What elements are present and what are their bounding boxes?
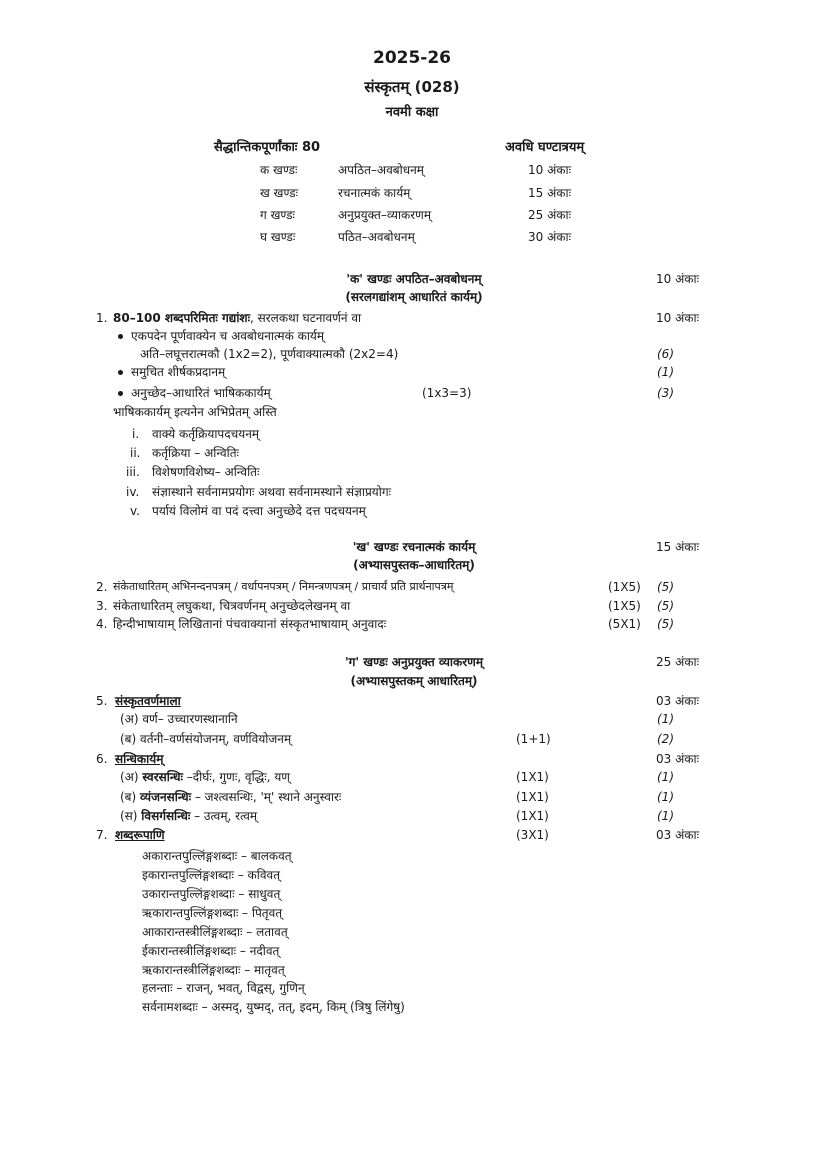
total-marks-label: सैद्धान्तिकपूर्णांकाः 80 xyxy=(214,140,321,155)
section-ga-subheading: (अभ्यासपुस्तकम् आधारितम्) xyxy=(350,674,478,688)
section-kha-marks: 15 अंकाः xyxy=(656,540,700,554)
shabdarupa-line: आकारान्तस्त्रीलिंङ्गशब्दाः – लतावत् xyxy=(142,925,288,939)
roman-item: पर्यायं विलोमं वा पदं दत्त्वा अनुच्छेदे दत्त पदचयनम् xyxy=(152,504,366,518)
q3-text: संकेताधारितम् लघुकथा, चित्रवर्णनम् अनुच्छेदलेखनम् वा xyxy=(113,599,351,613)
q6-part-c-term: विसर्गसन्धिः xyxy=(141,809,191,823)
summary-title: अनुप्रयुक्त–व्याकरणम् xyxy=(338,208,432,222)
shabdarupa-line: हलन्ताः – राजन्, भवत्, विद्वस्, गुणिन् xyxy=(142,981,305,995)
shabdarupa-line: ईकारान्तस्त्रीलिंङ्गशब्दाः – नदीवत् xyxy=(142,944,280,958)
summary-marks: 30 अंकाः xyxy=(528,230,572,244)
q5-part-a: (अ) वर्ण– उच्चारणस्थानानि xyxy=(120,712,238,726)
section-ga-heading: 'ग' खण्डः अनुप्रयुक्त व्याकरणम् xyxy=(344,655,484,669)
q2-text: संकेताधारितम् अभिनन्दनपत्रम् / वर्धापनपत्रम् / निमन्त्रणपत्रम् / प्राचार्यं प्रति प्रार्थनापत्रम् xyxy=(113,580,454,593)
summary-section: क खण्डः xyxy=(260,163,298,177)
roman-item: वाक्ये कर्तृक्रियापदचयनम् xyxy=(152,427,260,441)
q6-part-a-label: (अ) xyxy=(120,770,143,784)
q6-marks: 03 अंकाः xyxy=(656,752,700,766)
q7-number: 7. xyxy=(96,828,108,842)
summary-title: अपठित–अवबोधनम् xyxy=(338,163,424,177)
q1-text xyxy=(113,310,361,326)
q6-number: 6. xyxy=(96,752,108,766)
q6-part-a-term: स्वरसन्धिः xyxy=(142,770,183,784)
bullet-dot xyxy=(118,370,123,375)
q2-calc: (1X5) xyxy=(608,580,641,594)
bullet2-marks: (1) xyxy=(657,365,674,379)
roman-item: विशेषणविशेष्य– अन्वितिः xyxy=(152,465,260,479)
q6-part-b-calc: (1X1) xyxy=(516,790,549,804)
q6-part-c xyxy=(120,808,257,824)
language-task-intro: भाषिककार्यम् इत्यनेन अभिप्रेतम् अस्ति xyxy=(113,405,277,419)
shabdarupa-line: इकारान्तपुल्लिंङ्गशब्दाः – कविवत् xyxy=(142,868,281,882)
shabdarupa-line: अकारान्तपुल्लिंङ्गशब्दाः – बालकवत् xyxy=(142,849,292,863)
q7-marks: 03 अंकाः xyxy=(656,828,700,842)
q6-part-b-label: (ब) xyxy=(120,790,141,804)
summary-section: घ खण्डः xyxy=(260,230,296,244)
q5-part-a-marks: (1) xyxy=(657,712,674,726)
section-kha-heading: 'ख' खण्डः रचनात्मकं कार्यम् xyxy=(352,540,476,554)
q6-part-a xyxy=(120,769,290,785)
subject-title: संस्कृतम् (028) xyxy=(364,78,460,96)
q1-text-rest: , सरलकथा घटनावर्णनं वा xyxy=(250,311,362,325)
q5-part-b-marks: (2) xyxy=(657,732,674,746)
q4-number: 4. xyxy=(96,617,108,631)
q6-part-a-marks: (1) xyxy=(657,770,674,784)
bullet1-subtext: अति–लघूत्तरात्मकौ (1x2=2), पूर्णवाक्यात्मकौ (2x2=4) xyxy=(140,347,399,361)
q2-number: 2. xyxy=(96,580,108,594)
bullet-dot xyxy=(118,391,123,396)
q6-title: सन्धिकार्यम् xyxy=(115,752,164,766)
q1-text-bold: 80–100 शब्दपरिमितः गद्यांशः xyxy=(113,311,251,325)
roman-item: संज्ञास्थाने सर्वनामप्रयोगः अथवा सर्वनामस्थाने संज्ञाप्रयोगः xyxy=(152,485,392,499)
q3-marks: (5) xyxy=(657,599,674,613)
q4-marks: (5) xyxy=(657,617,674,631)
roman-numeral: iv. xyxy=(126,485,140,499)
q5-number: 5. xyxy=(96,694,108,708)
bullet3-marks: (3) xyxy=(657,386,674,400)
q5-part-b: (ब) वर्तनी–वर्णसंयोजनम्, वर्णवियोजनम् xyxy=(120,732,292,746)
bullet1-marks: (6) xyxy=(657,347,674,361)
summary-marks: 15 अंकाः xyxy=(528,186,572,200)
bullet2-text: समुचित शीर्षकप्रदानम् xyxy=(131,365,226,379)
roman-numeral: i. xyxy=(132,427,140,441)
shabdarupa-line: ऋकारान्तपुल्लिंङ्गशब्दाः – पितृवत् xyxy=(142,906,283,920)
q4-calc: (5X1) xyxy=(608,617,641,631)
q1-number: 1. xyxy=(96,311,108,325)
summary-title: पठित–अवबोधनम् xyxy=(338,230,415,244)
bullet-dot xyxy=(118,334,123,339)
bullet1-text: एकपदेन पूर्णवाक्येन च अवबोधनात्मकं कार्यम् xyxy=(131,329,325,343)
section-ga-marks: 25 अंकाः xyxy=(656,655,700,669)
q6-part-b-rest: – जश्त्वसन्धिः, 'म्' स्थाने अनुस्वारः xyxy=(191,790,342,804)
summary-section: ग खण्डः xyxy=(260,208,295,222)
section-kha-subheading: (अभ्यासपुस्तक–आधारितम्) xyxy=(353,558,475,572)
q6-part-c-label: (स) xyxy=(120,809,142,823)
roman-numeral: ii. xyxy=(130,446,141,460)
q5-marks: 03 अंकाः xyxy=(656,694,700,708)
bullet3-calc: (1x3=3) xyxy=(422,386,472,400)
q3-calc: (1X5) xyxy=(608,599,641,613)
roman-numeral: iii. xyxy=(126,465,140,479)
q6-part-c-calc: (1X1) xyxy=(516,809,549,823)
duration-label: अवधि घण्टात्रयम् xyxy=(505,140,585,155)
summary-marks: 10 अंकाः xyxy=(528,163,572,177)
q6-part-a-calc: (1X1) xyxy=(516,770,549,784)
section-ka-subheading: (सरलगद्यांशम् आधारितं कार्यम्) xyxy=(345,290,483,304)
shabdarupa-line: ऋकारान्तस्त्रीलिंङ्गशब्दाः – मातृवत् xyxy=(142,963,285,977)
summary-section: ख खण्डः xyxy=(260,186,298,200)
q6-part-b-term: व्यंजनसन्धिः xyxy=(140,790,192,804)
section-ka-heading: 'क' खण्डः अपठित–अवबोधनम् xyxy=(346,272,482,286)
q6-part-c-rest: – उत्वम्, रत्वम् xyxy=(190,809,258,823)
q3-number: 3. xyxy=(96,599,108,613)
summary-marks: 25 अंकाः xyxy=(528,208,572,222)
class-title: नवमी कक्षा xyxy=(385,105,439,120)
roman-numeral: v. xyxy=(130,504,140,518)
q6-part-b-marks: (1) xyxy=(657,790,674,804)
summary-title: रचनात्मकं कार्यम् xyxy=(338,186,411,200)
q5-part-b-calc: (1+1) xyxy=(516,732,551,746)
q6-part-a-rest: –दीर्घः, गुणः, वृद्धिः, यण् xyxy=(182,770,290,784)
bullet3-text: अनुच्छेद–आधारितं भाषिककार्यम् xyxy=(131,386,271,400)
q4-text: हिन्दीभाषायाम् लिखितानां पंचवाक्यानां संस्कृतभाषायाम् अनुवादः xyxy=(113,617,387,631)
q7-title: शब्दरूपाणि xyxy=(115,828,165,842)
q2-marks: (5) xyxy=(657,580,674,594)
q6-part-b xyxy=(120,789,341,805)
year-title: 2025-26 xyxy=(372,48,452,68)
shabdarupa-line: सर्वनामशब्दाः – अस्मद्, युष्मद्, तत्, इदम्, किम् (त्रिषु लिंगेषु) xyxy=(142,1000,405,1014)
q7-calc: (3X1) xyxy=(516,828,549,842)
q6-part-c-marks: (1) xyxy=(657,809,674,823)
roman-item: कर्तृक्रिया – अन्वितिः xyxy=(152,446,239,460)
shabdarupa-line: उकारान्तपुल्लिंङ्गशब्दाः – साधुवत् xyxy=(142,887,281,901)
q1-marks: 10 अंकाः xyxy=(656,311,700,325)
section-ka-marks: 10 अंकाः xyxy=(656,272,700,286)
q5-title: संस्कृतवर्णमाला xyxy=(115,694,181,708)
